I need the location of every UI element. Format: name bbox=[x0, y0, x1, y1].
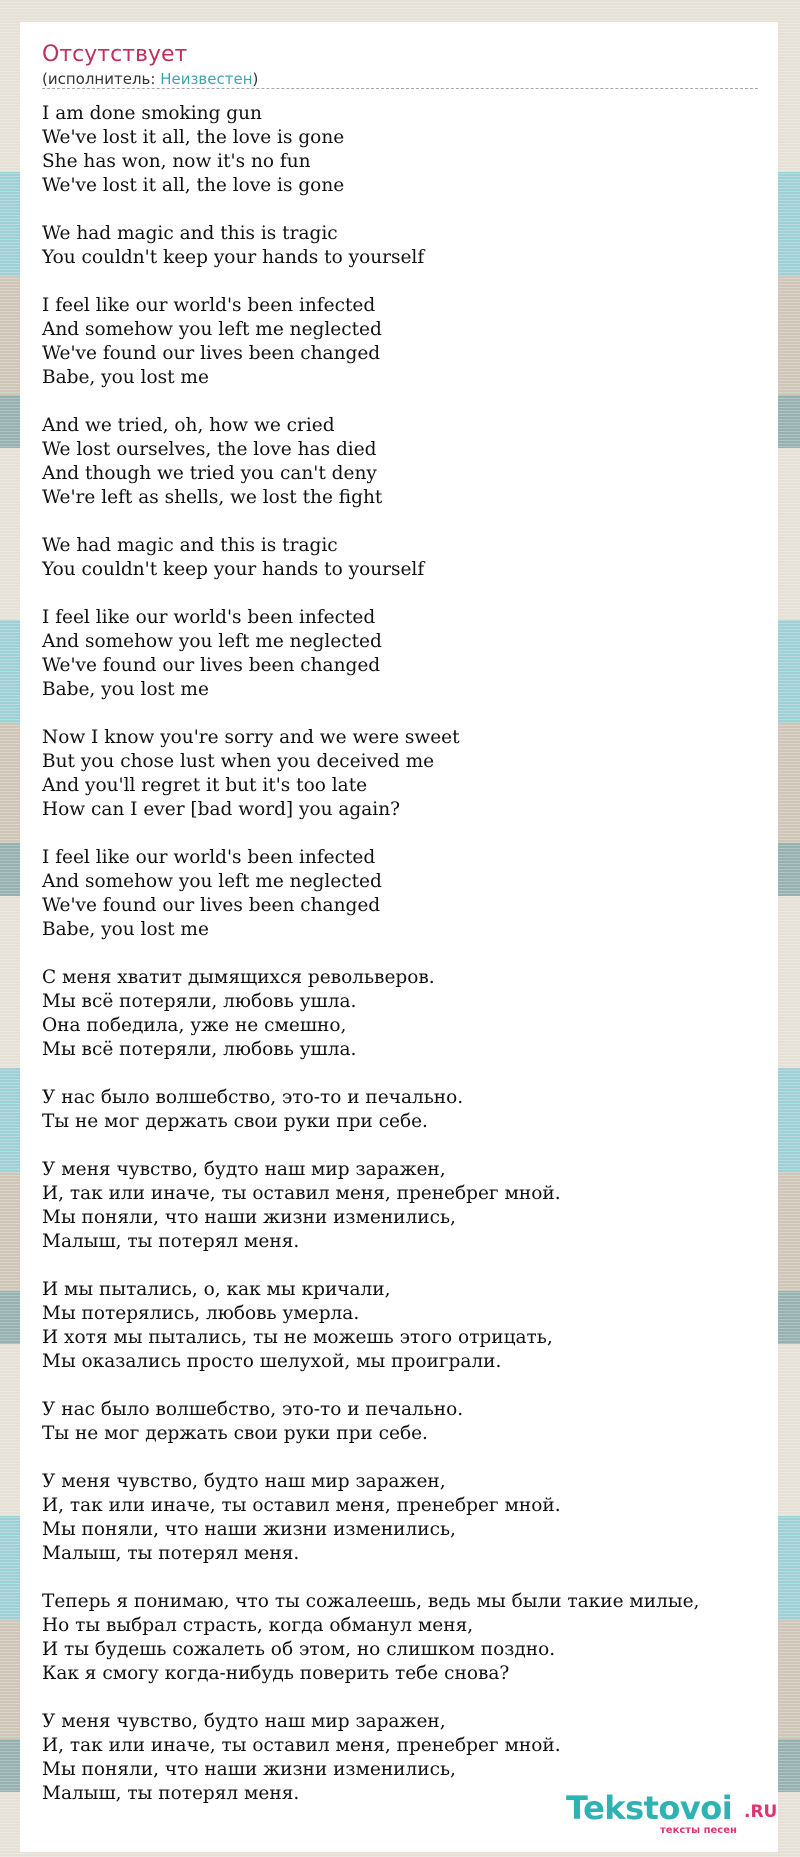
title-divider bbox=[42, 88, 758, 89]
logo-brand: Tekstovoi bbox=[566, 1789, 733, 1827]
lyrics-line: We're left as shells, we lost the fight bbox=[42, 487, 383, 508]
lyrics-stanza bbox=[42, 1590, 772, 1686]
artist-link[interactable]: Неизвестен bbox=[160, 70, 253, 88]
lyrics-line: Малыш, ты потерял меня. bbox=[42, 1231, 300, 1252]
lyrics-stanza bbox=[42, 726, 772, 822]
lyrics-line: И, так или иначе, ты оставил меня, пренебрег мной. bbox=[42, 1183, 561, 1204]
lyrics-line: Мы всё потеряли, любовь ушла. bbox=[42, 1039, 357, 1060]
lyrics-line: Babe, you lost me bbox=[42, 919, 209, 940]
lyrics-line: Малыш, ты потерял меня. bbox=[42, 1783, 300, 1804]
lyrics-line: You couldn't keep your hands to yourself bbox=[42, 559, 425, 580]
lyrics-stanza bbox=[42, 534, 772, 582]
logo-tld: .RU bbox=[744, 1802, 778, 1822]
lyrics-stanza bbox=[42, 606, 772, 702]
lyrics-card bbox=[20, 22, 778, 1852]
lyrics-stanza bbox=[42, 966, 772, 1062]
lyrics-line: We had magic and this is tragic bbox=[42, 223, 338, 244]
lyrics-line: Мы всё потеряли, любовь ушла. bbox=[42, 991, 357, 1012]
lyrics-stanza bbox=[42, 294, 772, 390]
lyrics-line: And somehow you left me neglected bbox=[42, 631, 382, 652]
lyrics-line: We've found our lives been changed bbox=[42, 895, 381, 916]
lyrics-stanza bbox=[42, 222, 772, 270]
lyrics-line: We've lost it all, the love is gone bbox=[42, 175, 345, 196]
artist-suffix: ) bbox=[252, 70, 259, 88]
lyrics-line: Мы потерялись, любовь умерла. bbox=[42, 1303, 360, 1324]
lyrics-stanza bbox=[42, 1398, 772, 1446]
lyrics-line: We've found our lives been changed bbox=[42, 343, 381, 364]
lyrics-line: У меня чувство, будто наш мир заражен, bbox=[42, 1711, 446, 1732]
lyrics-line: And you'll regret it but it's too late bbox=[42, 775, 368, 796]
lyrics-line: Мы поняли, что наши жизни изменились, bbox=[42, 1519, 456, 1540]
lyrics-line: I feel like our world's been infected bbox=[42, 607, 376, 628]
song-title: Отсутствует bbox=[42, 42, 188, 67]
lyrics-stanza bbox=[42, 1158, 772, 1254]
lyrics-stanza bbox=[42, 1278, 772, 1374]
lyrics-text bbox=[42, 102, 772, 1830]
lyrics-stanza bbox=[42, 846, 772, 942]
lyrics-line: Теперь я понимаю, что ты сожалеешь, ведь мы были такие милые, bbox=[42, 1591, 700, 1612]
lyrics-line: Now I know you're sorry and we were sweet bbox=[42, 727, 460, 748]
lyrics-line: Мы поняли, что наши жизни изменились, bbox=[42, 1207, 456, 1228]
lyrics-line: С меня хватит дымящихся револьверов. bbox=[42, 967, 435, 988]
lyrics-line: И хотя мы пытались, ты не можешь этого отрицать, bbox=[42, 1327, 553, 1348]
lyrics-line: Она победила, уже не смешно, bbox=[42, 1015, 347, 1036]
lyrics-line: Но ты выбрал страсть, когда обманул меня, bbox=[42, 1615, 474, 1636]
lyrics-line: I feel like our world's been infected bbox=[42, 295, 376, 316]
lyrics-line: У меня чувство, будто наш мир заражен, bbox=[42, 1159, 446, 1180]
lyrics-line: Мы оказались просто шелухой, мы проиграли. bbox=[42, 1351, 502, 1372]
artist-line bbox=[42, 70, 258, 88]
lyrics-line: We had magic and this is tragic bbox=[42, 535, 338, 556]
lyrics-line: У нас было волшебство, это-то и печально. bbox=[42, 1087, 464, 1108]
lyrics-line: How can I ever [bad word] you again? bbox=[42, 799, 401, 820]
lyrics-line: У нас было волшебство, это-то и печально. bbox=[42, 1399, 464, 1420]
lyrics-line: We lost ourselves, the love has died bbox=[42, 439, 377, 460]
lyrics-line: Мы поняли, что наши жизни изменились, bbox=[42, 1759, 456, 1780]
lyrics-line: Ты не мог держать свои руки при себе. bbox=[42, 1111, 428, 1132]
lyrics-stanza bbox=[42, 1470, 772, 1566]
lyrics-line: Ты не мог держать свои руки при себе. bbox=[42, 1423, 428, 1444]
lyrics-line: Babe, you lost me bbox=[42, 367, 209, 388]
lyrics-line: И, так или иначе, ты оставил меня, пренебрег мной. bbox=[42, 1495, 561, 1516]
lyrics-stanza bbox=[42, 1086, 772, 1134]
lyrics-line: У меня чувство, будто наш мир заражен, bbox=[42, 1471, 446, 1492]
lyrics-line: Малыш, ты потерял меня. bbox=[42, 1543, 300, 1564]
site-logo[interactable] bbox=[566, 1789, 778, 1836]
lyrics-line: I feel like our world's been infected bbox=[42, 847, 376, 868]
lyrics-line: She has won, now it's no fun bbox=[42, 151, 311, 172]
lyrics-line: We've found our lives been changed bbox=[42, 655, 381, 676]
lyrics-line: И ты будешь сожалеть об этом, но слишком поздно. bbox=[42, 1639, 556, 1660]
lyrics-line: Как я смогу когда-нибудь поверить тебе снова? bbox=[42, 1663, 510, 1684]
lyrics-line: And somehow you left me neglected bbox=[42, 319, 382, 340]
lyrics-stanza bbox=[42, 414, 772, 510]
lyrics-line: We've lost it all, the love is gone bbox=[42, 127, 345, 148]
lyrics-line: But you chose lust when you deceived me bbox=[42, 751, 435, 772]
lyrics-line: И, так или иначе, ты оставил меня, пренебрег мной. bbox=[42, 1735, 561, 1756]
lyrics-stanza bbox=[42, 102, 772, 198]
lyrics-line: Babe, you lost me bbox=[42, 679, 209, 700]
artist-prefix: (исполнитель: bbox=[42, 70, 161, 88]
lyrics-line: I am done smoking gun bbox=[42, 103, 262, 124]
lyrics-line: You couldn't keep your hands to yourself bbox=[42, 247, 425, 268]
lyrics-line: And we tried, oh, how we cried bbox=[42, 415, 335, 436]
lyrics-line: И мы пытались, о, как мы кричали, bbox=[42, 1279, 391, 1300]
lyrics-line: And though we tried you can't deny bbox=[42, 463, 377, 484]
logo-tagline: тексты песен bbox=[660, 1825, 737, 1836]
lyrics-line: And somehow you left me neglected bbox=[42, 871, 382, 892]
